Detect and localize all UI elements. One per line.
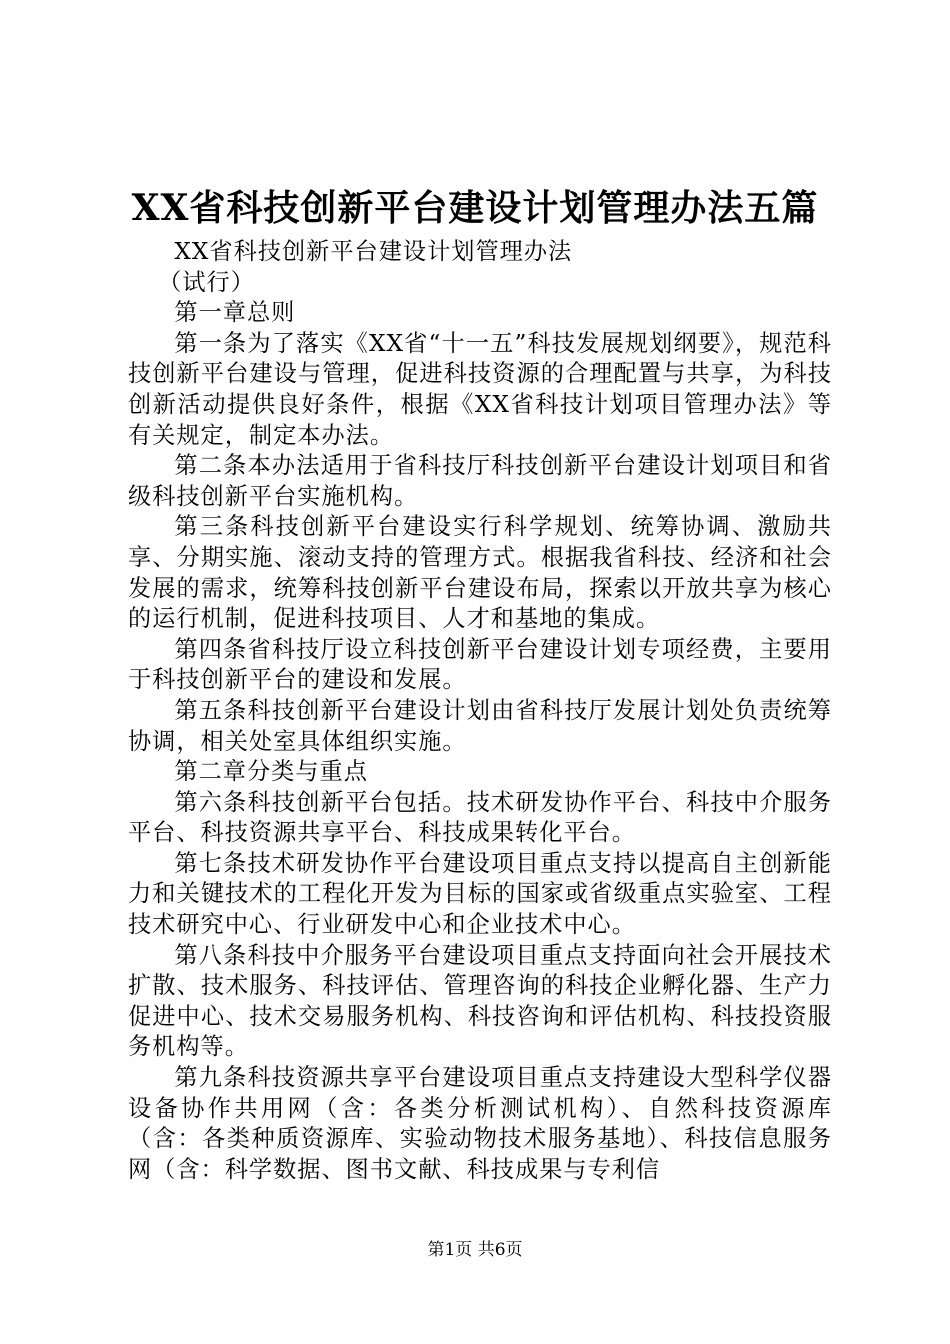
article-paragraph: 第四条省科技厅设立科技创新平台建设计划专项经费，主要用于科技创新平台的建设和发展。: [128, 635, 832, 694]
document-title: XX省科技创新平台建设计划管理办法五篇: [131, 187, 819, 229]
subtitle: XX省科技创新平台建设计划管理办法: [174, 238, 573, 265]
document-body: [128, 237, 832, 1185]
article-paragraph: 第三条科技创新平台建设实行科学规划、统筹协调、激励共享、分期实施、滚动支持的管理方式。根据我省科技、经济和社会发展的需求，统筹科技创新平台建设布局，探索以开放共享为核心的运行机制，促进科技项目、人才和基地的集成。: [128, 513, 832, 633]
article-paragraph: 第二条本办法适用于省科技厅科技创新平台建设计划项目和省级科技创新平台实施机构。: [128, 452, 832, 510]
chapter-heading: 第二章分类与重点: [174, 758, 368, 786]
article-paragraph: 第五条科技创新平台建设计划由省科技厅发展计划处负责统筹协调，相关处室具体组织实施。: [128, 696, 832, 755]
article-paragraph: 第六条科技创新平台包括。技术研发协作平台、科技中介服务平台、科技资源共享平台、科技成果转化平台。: [128, 788, 832, 847]
page-number: 第1页 共6页: [427, 1240, 523, 1260]
chapter-heading: 第一章总则: [174, 299, 296, 327]
article-paragraph: 第八条科技中介服务平台建设项目重点支持面向社会开展技术扩散、技术服务、科技评估、管理咨询的科技企业孵化器、生产力促进中心、技术交易服务机构、科技咨询和评估机构、科技投资服务机构等。: [128, 941, 832, 1061]
subtitle-note: （试行）: [158, 268, 255, 296]
article-paragraph: 第九条科技资源共享平台建设项目重点支持建设大型科学仪器设备协作共用网（含：各类分析测试机构）、自然科技资源库（含：各类种质资源库、实验动物技术服务基地）、科技信息服务网（含：科学数据、图书文献、科技成果与专利信: [128, 1064, 832, 1183]
article-paragraph: 第七条技术研发协作平台建设项目重点支持以提高自主创新能力和关键技术的工程化开发为目标的国家或省级重点实验室、工程技术研究中心、行业研发中心和企业技术中心。: [128, 849, 832, 939]
article-paragraph: 第一条为了落实《XX省“十一五”科技发展规划纲要》，规范科技创新平台建设与管理，促进科技资源的合理配置与共享，为科技创新活动提供良好条件，根据《XX省科技计划项目管理办法》等有关规定，制定本办法。: [128, 329, 832, 449]
